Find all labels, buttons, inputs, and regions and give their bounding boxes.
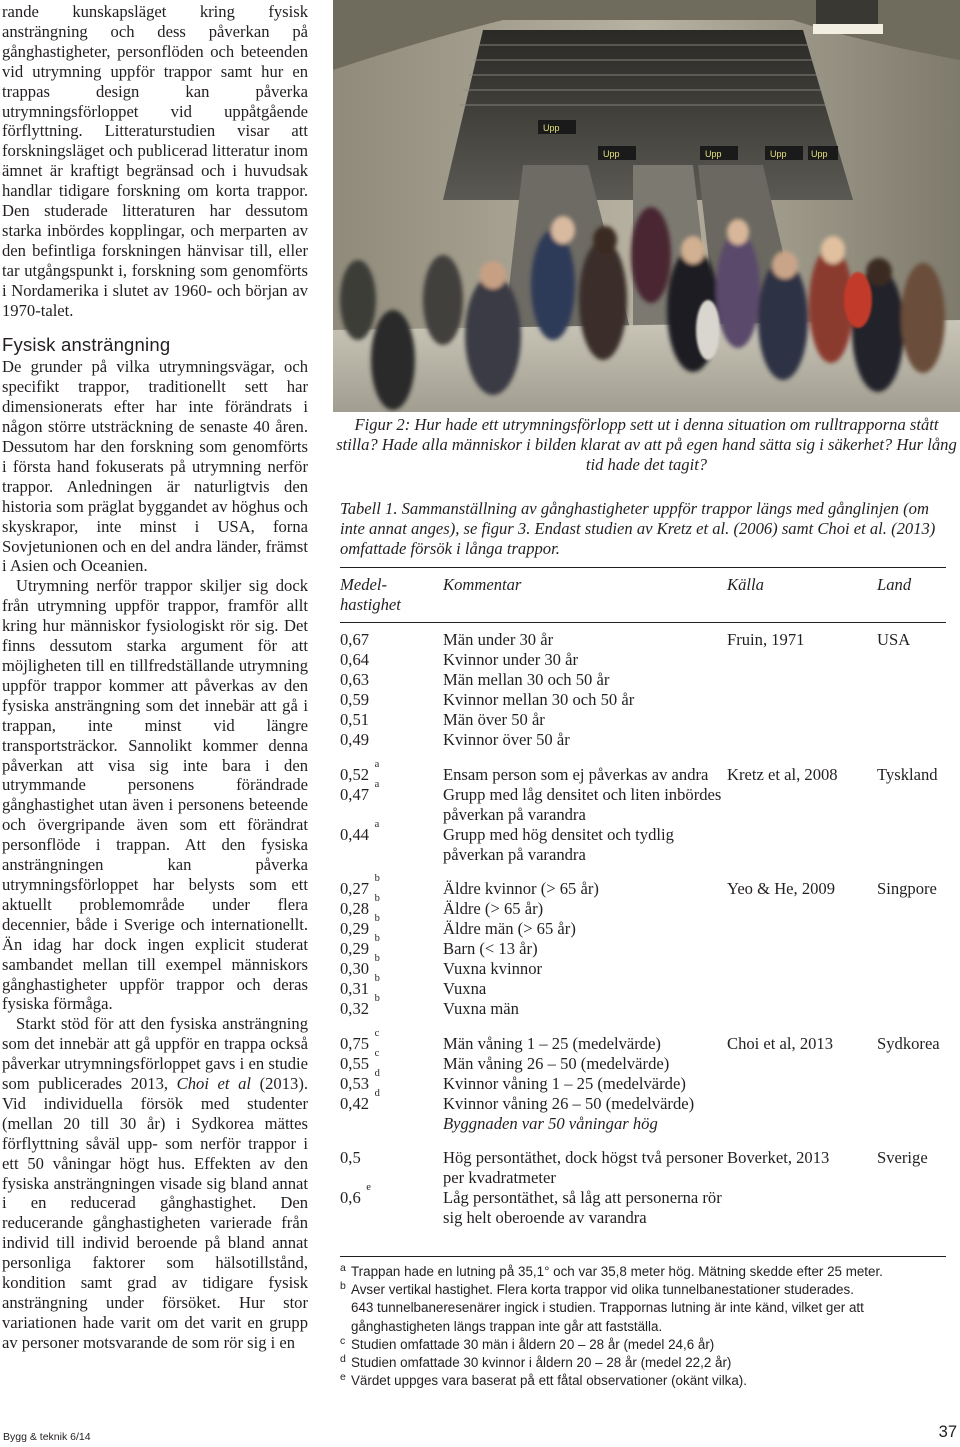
comment-cell: Äldre män (> 65 år) <box>443 919 576 938</box>
speed-value: 0,75 <box>340 1033 370 1053</box>
speed-value: 0,30 <box>340 959 370 978</box>
source-cell: Fruin, 1971 <box>727 630 805 649</box>
table-row: 0,29 b Äldre män (> 65 år) <box>340 919 946 939</box>
speed-value: 0,27 <box>340 879 370 898</box>
photo-subway-escalators <box>333 0 960 412</box>
speed-value: 0,31 <box>340 979 370 998</box>
speed-value: 0,49 <box>340 730 370 749</box>
speed-value: 0,28 <box>340 899 370 918</box>
footnote-text: Avser vertikal hastighet. Flera korta trappor vid olika tunnelbanestationer studerades. <box>351 1282 854 1298</box>
table-row <box>340 1114 946 1134</box>
footnote-text: Värdet uppges vara baserat på ett fåtal observationer (okänt vilka). <box>351 1373 747 1389</box>
speed-value: 0,53 <box>340 1073 370 1093</box>
comment-cell: Vuxna <box>443 979 487 998</box>
table-caption: Tabell 1. Sammanställning av gånghastigheter uppför trappor längs med gånglinjen (om inte annat anges), se figur 3. Endast studien av Kretz et al. (2006) samt Choi et al. (2013) omfattade försök i långa trappor. <box>340 499 936 558</box>
speed-value: 0,63 <box>340 670 370 689</box>
table-row: 0,75 c Män våning 1 – 25 (medelvärde) Choi et al, 2013 Sydkorea <box>340 1027 940 1053</box>
comment-cell: Vuxna män <box>443 999 519 1018</box>
table-row: 0,42 d Kvinnor våning 26 – 50 (medelvärde) <box>340 1094 946 1114</box>
table-row: 0,44 a Grupp med hög densitet och tydlig påverkan på varandra <box>340 825 946 865</box>
header-speed: Medel- hastighet <box>340 575 401 614</box>
table-row: 0,30 b Vuxna kvinnor <box>340 959 946 979</box>
comment-cell: Grupp med låg densitet och liten inbördes påverkan på varandra <box>443 784 722 824</box>
table-footnotes <box>340 1263 952 1390</box>
comment-cell: Ensam person som ej påverkas av andra <box>443 764 709 784</box>
speed-value: 0,32 <box>340 999 370 1018</box>
body-paragraph: De grunder på vilka utrymningsvägar, och specifikt trappor, traditionellt sett har dimensionerats efter har inte förändrats i någon större utsträckning de senaste 40 åren. Dessutom har den forskning som genomförts i första hand fokuserats på utrymning nerför trappor. Anledningen är naturligtvis den historia som präglat byggandet av höghus och skyskrapor, inte minst i USA, forna Sovjetunionen och en del andra länder, främst i Asien och Oceanien. <box>2 357 308 576</box>
table-row: 0,29 b Barn (< 13 år) <box>340 939 946 959</box>
footnote-mark: c <box>340 1334 346 1347</box>
header-comment: Kommentar <box>443 575 522 594</box>
comment-cell: Barn (< 13 år) <box>443 939 538 958</box>
figure-caption: Figur 2: Hur hade ett utrymningsförlopp sett ut i denna situation om rulltrapporna stått stilla? Hade alla människor i bilden klarat av att på egen hand sätta sig i säkerhet? Hur lång tid hade det tagit? <box>336 415 957 474</box>
body-paragraph: rande kunskapsläget kring fysisk ansträngning och dess påverkan på gånghastigheter, personflöden och beteenden vid utrymning uppför trappor samt hur en trappas design kan påverka utrymningsförloppet vid uppåtgående förflyttning. Litteraturstudien visar att forskningsläget och publicerad litteratur inom ämnet är kraftigt begränsad och i huvudsak handlar tidigare forskning om korta trappor. Den studerade litteraturen har dessutom starka inbördes kopplingar, och merparten av den befintliga forskningen hänvisar till, eller tar utgångspunkt i, forskning som genomförts i Nordamerika i slutet av 1960- och början av 1970-talet. <box>2 2 308 320</box>
speed-value: 0,55 <box>340 1053 370 1073</box>
body-paragraph: Starkt stöd för att den fysiska ansträngning som det innebär att gå uppför en trappa också påverkar utrymningsförloppet gavs i en studie som publicerades 2013, Choi et al (2013). Vid individuella försök med studenter (mellan 20 till 30 år) i Sydkorea mättes förflyttning såväl upp- som nerför trappor i ett 50 våningar högt hus. Effekten av den fysiska ansträngningen visade sig bland annat i en reducerad gånghastighet. Den reducerande gånghastigheten varierade från individ till individ beroende på bland annat personliga faktorer som hälsotillstånd, kondition samt grad av tidigare fysisk ansträngning under försöket. Hur stor variationen hade varit om det varit en grupp av personer motsvarande de som rör sig i en <box>2 1014 309 1352</box>
citation: Choi et al <box>176 1074 252 1094</box>
sign-upp: Upp <box>811 149 828 159</box>
comment-cell: Kvinnor våning 1 – 25 (medelvärde) <box>443 1073 686 1093</box>
table-row: 0,27 b Äldre kvinnor (> 65 år) Yeo & He, 2009 Singpore <box>340 873 937 898</box>
footnote-mark: a <box>340 1262 346 1274</box>
table-row <box>340 650 946 670</box>
comment-cell: Vuxna kvinnor <box>443 959 543 978</box>
table-header-rule <box>340 622 946 623</box>
speed-value: 0,59 <box>340 690 370 709</box>
table-row: 0,53 d Kvinnor våning 1 – 25 (medelvärde) <box>340 1074 946 1094</box>
footnote-continuation: 643 tunnelbaneresenärer ingick i studien. Trappornas lutning är inte känd, vilket ger att gånghastigheten längs trappan inte går att fastställa. <box>351 1300 864 1334</box>
left-text-column <box>2 2 308 1353</box>
comment-cell: Låg persontäthet, så låg att personerna rör sig helt oberoende av varandra <box>443 1188 722 1227</box>
table-row: 0,55 c Män våning 26 – 50 (medelvärde) <box>340 1054 946 1074</box>
table-body <box>340 630 946 1243</box>
comment-cell: Äldre kvinnor (> 65 år) <box>443 879 599 898</box>
sign-upp: Upp <box>770 149 787 159</box>
table-row: 0,52 a Ensam person som ej påverkas av andra Kretz et al, 2008 Tyskland <box>340 758 938 784</box>
country-cell: Sverige <box>877 1148 928 1167</box>
source-cell: Choi et al, 2013 <box>727 1033 834 1053</box>
comment-cell: Män över 50 år <box>443 710 545 729</box>
footnote-text: Studien omfattade 30 kvinnor i åldern 20 – 28 år (medel 22,2 år) <box>351 1355 732 1371</box>
country-cell: Singpore <box>877 879 937 898</box>
source-cell: Boverket, 2013 <box>727 1148 830 1167</box>
speed-value: 0,64 <box>340 650 370 669</box>
comment-cell: Kvinnor våning 26 – 50 (medelvärde) <box>443 1093 695 1113</box>
speed-value: 0,42 <box>340 1093 370 1113</box>
speed-value: 0,44 <box>340 824 370 844</box>
country-cell: Sydkorea <box>877 1033 940 1053</box>
footnote <box>340 1263 952 1281</box>
speed-value: 0,52 <box>340 764 370 784</box>
comment-cell: Män under 30 år <box>443 630 554 649</box>
sign-upp: Upp <box>543 123 560 133</box>
table-row: 0,31 b Vuxna <box>340 979 946 999</box>
footnote <box>340 1281 952 1336</box>
comment-cell: Kvinnor över 50 år <box>443 730 570 749</box>
footnote <box>340 1354 952 1372</box>
table-row: 0,6 e Låg persontäthet, så låg att personerna rör sig helt oberoende av varandra <box>340 1188 946 1228</box>
table-row <box>340 1148 946 1188</box>
speed-value: 0,67 <box>340 630 370 649</box>
source-cell: Kretz et al, 2008 <box>727 764 838 784</box>
table-group <box>340 873 946 1019</box>
journal-footer: Bygg & teknik 6/14 <box>3 1431 91 1443</box>
footnote-mark: e <box>340 1371 346 1384</box>
comment-cell: Grupp med hög densitet och tydlig påverkan på varandra <box>443 824 674 864</box>
source-cell: Yeo & He, 2009 <box>727 879 836 898</box>
table-group <box>340 758 946 865</box>
header-source: Källa <box>727 575 764 594</box>
footnote-text: Studien omfattade 30 män i åldern 20 – 28 år (medel 24,6 år) <box>351 1336 715 1352</box>
footnote-mark: d <box>340 1353 346 1366</box>
footnote <box>340 1372 952 1390</box>
sign-upp: Upp <box>603 149 620 159</box>
table-group <box>340 1027 946 1134</box>
table-row <box>340 710 946 730</box>
header-country: Land <box>877 575 912 594</box>
speed-value: 0,29 <box>340 919 370 938</box>
table-bottom-rule <box>340 1256 946 1257</box>
speed-value: 0,29 <box>340 939 370 958</box>
country-cell: Tyskland <box>877 764 938 784</box>
comment-cell: Män våning 26 – 50 (medelvärde) <box>443 1053 670 1073</box>
comment-cell: Kvinnor mellan 30 och 50 år <box>443 690 635 709</box>
table-row <box>340 690 946 710</box>
body-paragraph: Utrymning nerför trappor skiljer sig dock från utrymning uppför trappor, framför allt kring hur människor fysiologiskt rör sig. Det finns dessutom starka argument för att möjligheten till en tillfredställande utrymning uppför trappor kommer att påverkas av den fysiska ansträngning som det innebär att gå i trappan, inte minst vid längre transportsträckor. Sannolikt kommer denna påverkan att visa sig inte bara i den utrymmande personens förändrade gånghastighet utan även i personens beteende och övergripande även som ett förändrat personflöde i trappan. Att den fysiska ansträngningen kan påverka utrymningsförloppet har belysts som ett aktuellt problemområde under flera decennier, både i Sverige och internationellt. Än idag har dock ingen explicit studerat sambandet mellan till exempel människors gånghastigheter uppför trappor och deras fysiska förmåga. <box>2 576 308 1014</box>
table-row <box>340 630 946 650</box>
comment-cell: Män våning 1 – 25 (medelvärde) <box>443 1033 661 1053</box>
sign-upp: Upp <box>705 149 722 159</box>
country-cell: USA <box>877 630 911 649</box>
section-heading: Fysisk ansträngning <box>2 333 171 355</box>
table-group <box>340 1148 946 1228</box>
comment-cell: Byggnaden var 50 våningar hög <box>443 1113 658 1133</box>
speed-value: 0,51 <box>340 710 370 729</box>
comment-cell: Män mellan 30 och 50 år <box>443 670 610 689</box>
footnote <box>340 1336 952 1354</box>
table-row: 0,28 b Äldre (> 65 år) <box>340 899 946 919</box>
table-group <box>340 630 946 750</box>
table-top-rule <box>340 567 946 568</box>
table-row <box>340 670 946 690</box>
speed-value: 0,6 <box>340 1188 361 1207</box>
page-number: 37 <box>938 1423 957 1441</box>
table-row: 0,32 b Vuxna män <box>340 999 946 1019</box>
comment-cell: Hög persontäthet, dock högst två personer per kvadratmeter <box>443 1148 724 1187</box>
footnote-mark: b <box>340 1280 346 1293</box>
comment-cell: Äldre (> 65 år) <box>443 899 544 918</box>
footnote-text: Trappan hade en lutning på 35,1° och var 35,8 meter hög. Mätning skedde efter 25 meter. <box>351 1264 883 1279</box>
speed-value: 0,5 <box>340 1148 361 1167</box>
table-row <box>340 730 946 750</box>
comment-cell: Kvinnor under 30 år <box>443 650 579 669</box>
table-row: 0,47 a Grupp med låg densitet och liten inbördes påverkan på varandra <box>340 785 946 825</box>
speed-value: 0,47 <box>340 784 370 804</box>
